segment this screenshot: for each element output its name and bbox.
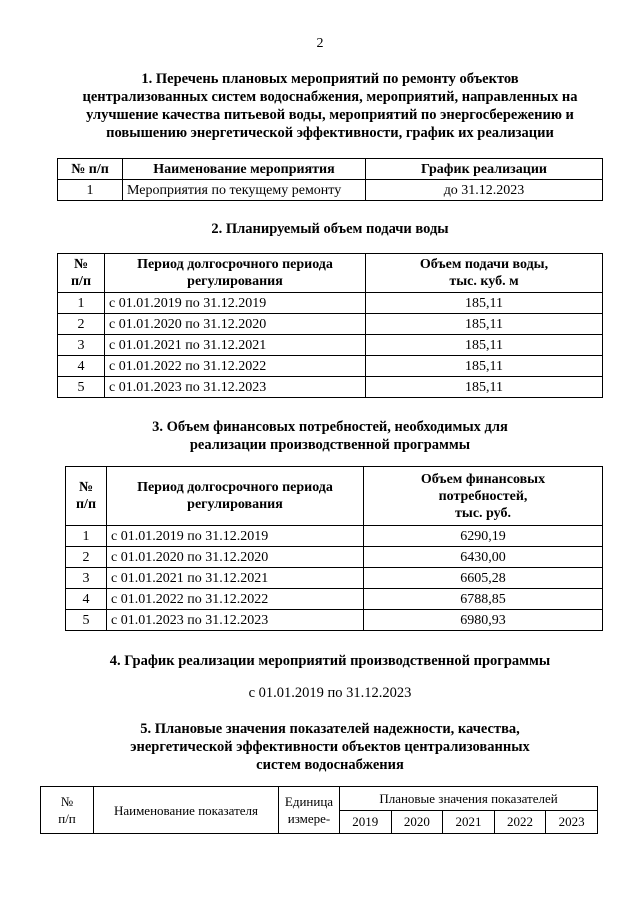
header-period-line: регулирования: [187, 497, 283, 512]
cell-period: с 01.01.2021 по 31.12.2021: [105, 335, 366, 356]
table-row: [66, 589, 603, 610]
section3-table: [65, 466, 603, 631]
cell-num: 4: [58, 356, 105, 377]
header-finance-line: тыс. руб.: [455, 505, 511, 521]
cell-name: Мероприятия по текущему ремонту: [123, 180, 366, 201]
table-header-row: [58, 254, 603, 293]
cell-period: с 01.01.2020 по 31.12.2020: [107, 547, 364, 568]
table-row: [58, 335, 603, 356]
cell-period: с 01.01.2021 по 31.12.2021: [107, 568, 364, 589]
header-period-line: Период долгосрочного периода: [137, 257, 333, 272]
table-row: [58, 356, 603, 377]
cell-num: 5: [58, 377, 105, 398]
cell-finance: 6290,19: [364, 526, 603, 547]
header-year: 2020: [391, 810, 443, 834]
cell-num: 1: [58, 293, 105, 314]
header-num-line: №: [78, 480, 94, 495]
cell-period: с 01.01.2020 по 31.12.2020: [105, 314, 366, 335]
section1-title-line: централизованных систем водоснабжения, мероприятий, направленных на: [82, 89, 578, 105]
header-num-line: п/п: [75, 497, 97, 512]
header-num: [58, 254, 105, 293]
cell-schedule: до 31.12.2023: [366, 180, 603, 201]
header-num-line: п/п: [58, 811, 76, 826]
header-indicator: Наименование показателя: [94, 787, 279, 834]
page-number: 2: [316, 36, 324, 51]
section4-period: с 01.01.2019 по 31.12.2023: [248, 685, 412, 701]
cell-period: с 01.01.2023 по 31.12.2023: [107, 610, 364, 631]
header-year: 2023: [546, 810, 598, 834]
cell-num: 3: [66, 568, 107, 589]
header-name: Наименование мероприятия: [123, 159, 366, 180]
header-volume-line: Объем подачи воды,: [419, 257, 549, 272]
section5-title: [60, 720, 600, 774]
section1-title-line: повышению энергетической эффективности, график их реализации: [106, 125, 554, 141]
header-unit-line: измере-: [287, 811, 331, 826]
section1-title-line: 1. Перечень плановых мероприятий по ремонту объектов: [141, 71, 519, 87]
header-finance: [364, 467, 603, 526]
cell-finance: 6980,93: [364, 610, 603, 631]
header-period: [107, 467, 364, 526]
cell-num: 4: [66, 589, 107, 610]
section1-table: [57, 158, 603, 201]
header-num: № п/п: [58, 159, 123, 180]
cell-period: с 01.01.2022 по 31.12.2022: [105, 356, 366, 377]
table-row: [66, 526, 603, 547]
section1-title-line: улучшение качества питьевой воды, мероприятий по энергосбережению и: [86, 107, 574, 123]
section3-title-line: реализации производственной программы: [189, 437, 471, 453]
cell-period: с 01.01.2019 по 31.12.2019: [107, 526, 364, 547]
cell-num: 5: [66, 610, 107, 631]
table-row: [58, 180, 603, 201]
table-header-row: [41, 787, 598, 811]
header-num-line: №: [73, 257, 89, 272]
header-year: 2021: [443, 810, 495, 834]
cell-volume: 185,11: [366, 377, 603, 398]
cell-num: 1: [66, 526, 107, 547]
section3-title-line: 3. Объем финансовых потребностей, необходимых для: [152, 419, 508, 435]
section4-title: 4. График реализации мероприятий производственной программы: [109, 653, 551, 669]
section5-title-line: энергетической эффективности объектов централизованных: [130, 739, 530, 755]
header-year: 2019: [340, 810, 392, 834]
section2-title: 2. Планируемый объем подачи воды: [211, 221, 449, 237]
cell-period: с 01.01.2022 по 31.12.2022: [107, 589, 364, 610]
table-header-row: [58, 159, 603, 180]
header-finance-line: Объем финансовых: [420, 471, 546, 487]
header-year: 2022: [494, 810, 546, 834]
section5-title-line: 5. Плановые значения показателей надежности, качества,: [140, 721, 520, 737]
table-row: [58, 377, 603, 398]
cell-volume: 185,11: [366, 356, 603, 377]
header-volume-line: тыс. куб. м: [449, 274, 519, 289]
table-row: [66, 568, 603, 589]
section5-table: [40, 786, 598, 834]
header-num: [41, 787, 94, 834]
header-unit-line: Единица: [284, 794, 334, 809]
cell-finance: 6430,00: [364, 547, 603, 568]
cell-num: 3: [58, 335, 105, 356]
cell-volume: 185,11: [366, 335, 603, 356]
cell-num: 1: [58, 180, 123, 201]
header-finance-line: потребностей,: [438, 488, 528, 504]
cell-num: 2: [58, 314, 105, 335]
cell-volume: 185,11: [366, 314, 603, 335]
section5-title-line: систем водоснабжения: [256, 757, 404, 773]
cell-num: 2: [66, 547, 107, 568]
cell-finance: 6605,28: [364, 568, 603, 589]
header-period-line: Период долгосрочного периода: [137, 480, 333, 495]
header-unit: [279, 787, 340, 834]
cell-volume: 185,11: [366, 293, 603, 314]
cell-period: с 01.01.2023 по 31.12.2023: [105, 377, 366, 398]
table-row: [66, 610, 603, 631]
header-num: [66, 467, 107, 526]
section2-table: [57, 253, 603, 398]
section1-title: [60, 70, 600, 142]
header-period: [105, 254, 366, 293]
header-schedule: График реализации: [366, 159, 603, 180]
header-volume: [366, 254, 603, 293]
cell-period: с 01.01.2019 по 31.12.2019: [105, 293, 366, 314]
table-row: [58, 314, 603, 335]
table-row: [66, 547, 603, 568]
cell-finance: 6788,85: [364, 589, 603, 610]
section3-title: [60, 418, 600, 454]
table-row: [58, 293, 603, 314]
table-header-row: [66, 467, 603, 526]
header-period-line: регулирования: [187, 274, 283, 289]
header-num-line: №: [60, 794, 74, 809]
header-num-line: п/п: [70, 274, 92, 289]
header-plan-values: Плановые значения показателей: [340, 787, 598, 811]
